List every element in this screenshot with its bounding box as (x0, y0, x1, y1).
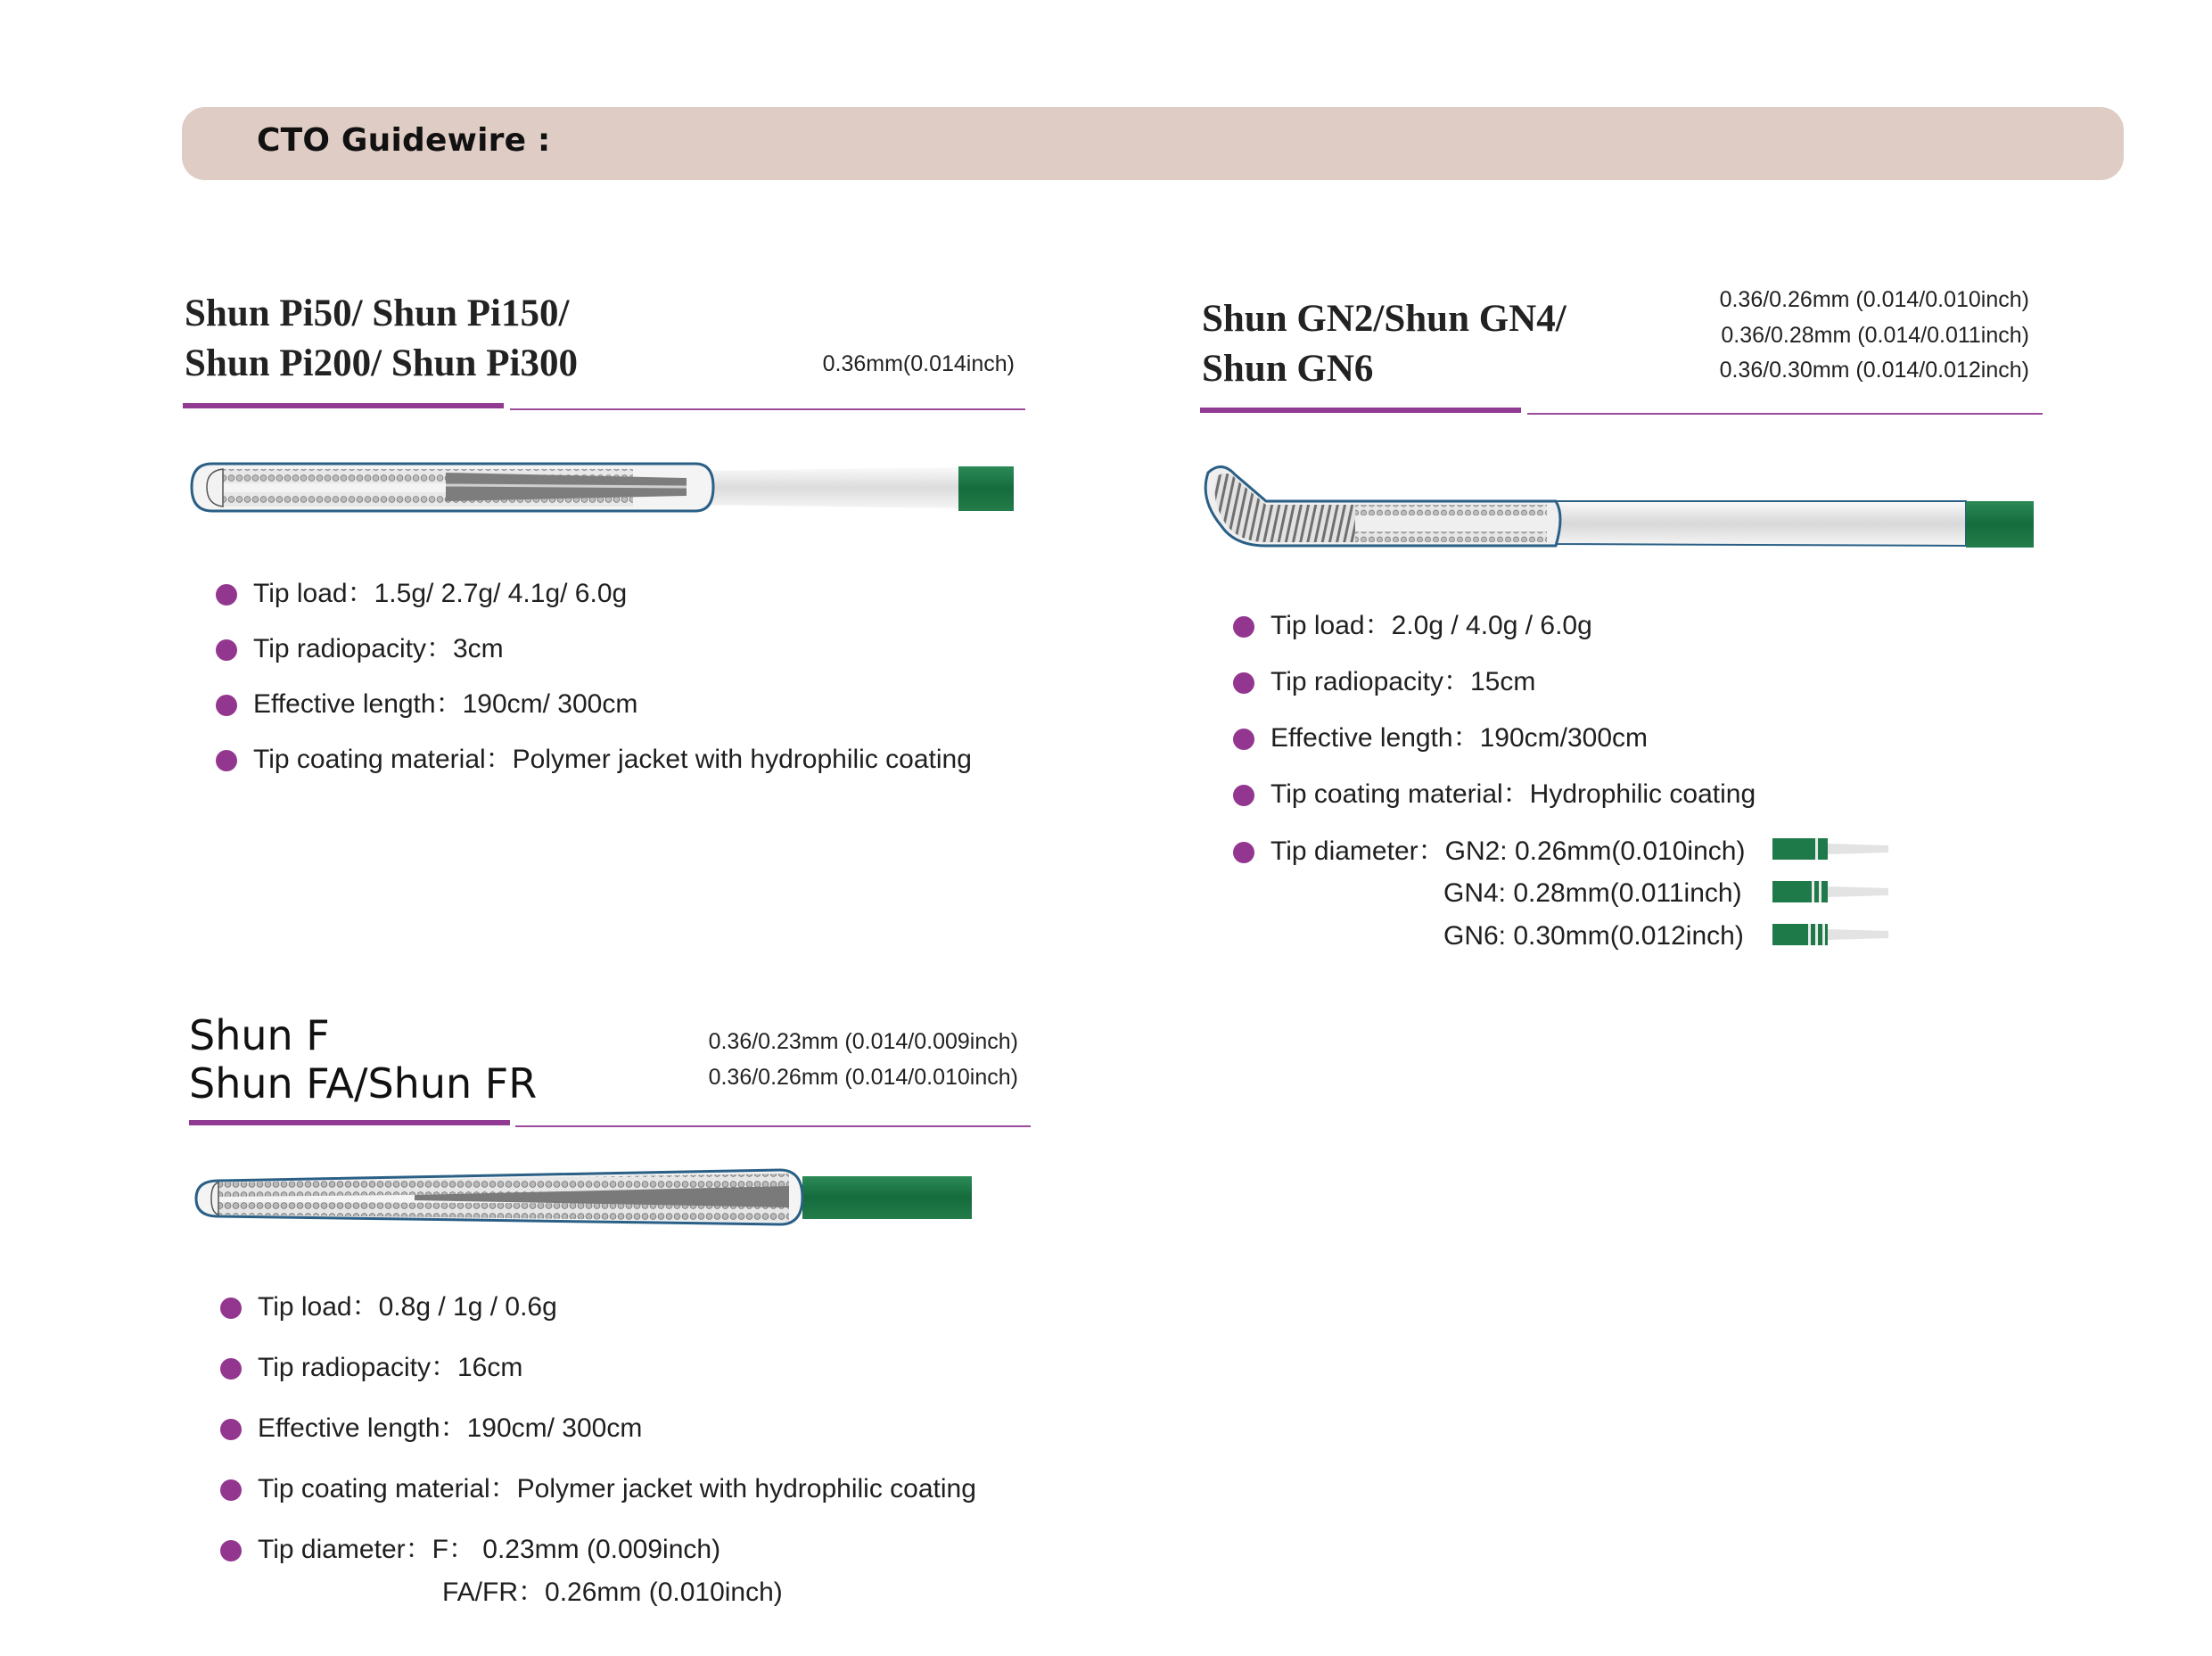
bullet-dot (216, 695, 237, 716)
product-spec-f-2: 0.36/0.26mm (0.014/0.010inch) (708, 1065, 1018, 1090)
feature-tip-radiopacity: Tip radiopacity：16cm (220, 1350, 976, 1411)
product-spec-gn-1: 0.36/0.26mm (0.014/0.010inch) (1719, 287, 2029, 312)
feature-effective-length: Effective length：190cm/300cm (1233, 721, 1756, 777)
product-title-f-line2: Shun FA/Shun FR (189, 1059, 538, 1108)
title-underline-rule (1527, 413, 2043, 415)
title-underline-rule (515, 1125, 1031, 1127)
feature-tip-coating: Tip coating material：Polymer jacket with hydrophilic coating (220, 1471, 976, 1532)
bullet-dot (216, 584, 237, 606)
feature-tip-radiopacity: Tip radiopacity：15cm (1233, 664, 1756, 721)
feature-effective-length: Effective length：190cm/ 300cm (216, 687, 972, 742)
feature-tip-load: Tip load：1.5g/ 2.7g/ 4.1g/ 6.0g (216, 576, 972, 631)
feature-tip-diameter: Tip diameter：GN2: 0.26mm(0.010inch) (1233, 834, 1756, 877)
feature-tip-coating: Tip coating material：Hydrophilic coating (1233, 777, 1756, 834)
tip-diameter-gn6: GN6: 0.30mm(0.012inch) (1443, 921, 1744, 951)
guidewire-pi-illustration (187, 462, 1025, 524)
tip-sample-gn4 (1772, 881, 1888, 902)
bullet-dot (220, 1298, 242, 1319)
feature-list-f (220, 1289, 976, 1573)
title-underline-accent (189, 1120, 510, 1125)
product-spec-f-1: 0.36/0.23mm (0.014/0.009inch) (708, 1029, 1018, 1054)
bullet-dot (1233, 672, 1254, 694)
bullet-dot (1233, 729, 1254, 750)
tip-diameter-fa-fr: FA/FR：0.26mm (0.010inch) (442, 1578, 783, 1607)
bullet-dot (1233, 616, 1254, 638)
title-underline-accent (1200, 408, 1521, 413)
bullet-dot (220, 1479, 242, 1501)
product-title-pi-line2: Shun Pi200/ Shun Pi300 (185, 342, 578, 384)
feature-tip-coating: Tip coating material：Polymer jacket with hydrophilic coating (216, 742, 972, 797)
feature-tip-radiopacity: Tip radiopacity：3cm (216, 631, 972, 687)
guidewire-f-illustration (192, 1168, 1012, 1231)
tip-sample-gn6 (1772, 924, 1888, 945)
tip-diameter-samples-illustration (1772, 836, 1890, 952)
bullet-dot (1233, 842, 1254, 863)
bullet-dot (216, 750, 237, 771)
product-title-f-line1: Shun F (189, 1011, 330, 1059)
bullet-dot (220, 1358, 242, 1380)
tip-sample-gn2 (1772, 838, 1888, 860)
feature-list-gn (1233, 608, 1756, 877)
title-underline-accent (183, 403, 504, 408)
feature-tip-diameter: Tip diameter：F： 0.23mm (0.009inch) (220, 1532, 976, 1573)
product-title-gn-line2: Shun GN6 (1202, 348, 1374, 390)
bullet-dot (220, 1540, 242, 1561)
feature-tip-load: Tip load：0.8g / 1g / 0.6g (220, 1289, 976, 1350)
product-title-pi-line1: Shun Pi50/ Shun Pi150/ (185, 292, 570, 334)
guidewire-gn-illustration (1199, 464, 2037, 553)
feature-tip-load: Tip load：2.0g / 4.0g / 6.0g (1233, 608, 1756, 664)
product-spec-pi: 0.36mm(0.014inch) (822, 351, 1015, 376)
bullet-dot (216, 639, 237, 661)
feature-effective-length: Effective length：190cm/ 300cm (220, 1411, 976, 1471)
product-title-gn-line1: Shun GN2/Shun GN4/ (1202, 298, 1566, 340)
bullet-dot (220, 1419, 242, 1440)
tip-diameter-gn4: GN4: 0.28mm(0.011inch) (1443, 878, 1742, 908)
product-spec-gn-3: 0.36/0.30mm (0.014/0.012inch) (1719, 358, 2029, 383)
feature-list-pi (216, 576, 972, 797)
bullet-dot (1233, 785, 1254, 806)
title-underline-rule (510, 408, 1025, 410)
product-spec-gn-2: 0.36/0.28mm (0.014/0.011inch) (1721, 323, 2029, 348)
section-title: CTO Guidewire : (257, 122, 551, 159)
